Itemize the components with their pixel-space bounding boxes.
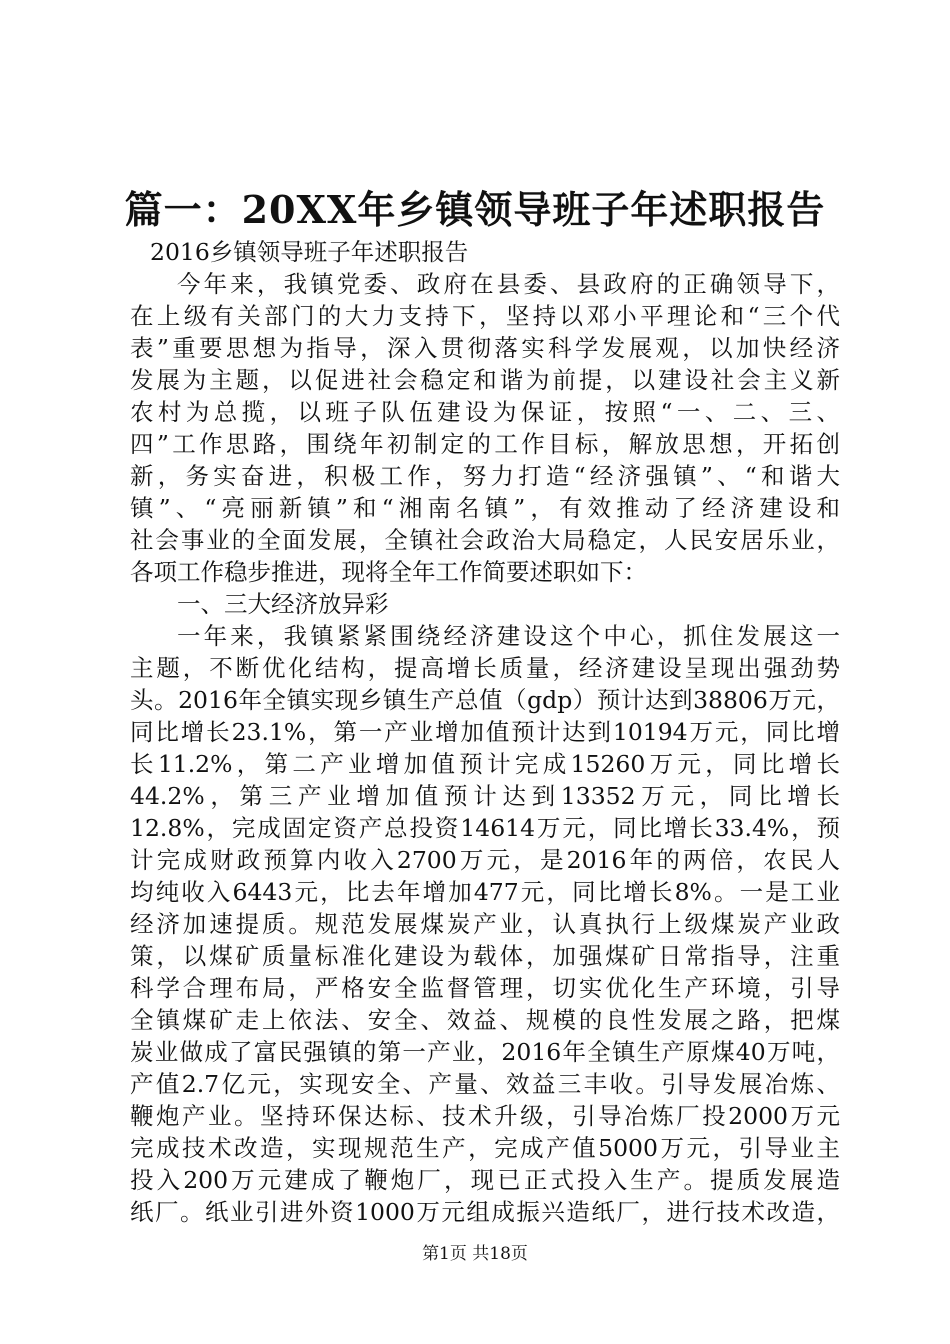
section-heading: 一、三大经济放异彩 [177,590,389,618]
page-number: 第1页 共18页 [422,1244,528,1264]
paragraph-line: 完成技术改造，实现规范生产，完成产值5000万元，引导业主 [130,1134,840,1162]
paragraph-line: 在上级有关部门的大力支持下，坚持以邓小平理论和“三个代 [130,302,840,330]
paragraph-line: 主题，不断优化结构，提高增长质量，经济建设呈现出强劲势 [130,654,840,682]
paragraph-line: 头。2016年全镇实现乡镇生产总值（gdp）预计达到38806万元， [130,686,840,714]
paragraph-line: 全镇煤矿走上依法、安全、效益、规模的良性发展之路，把煤 [130,1006,840,1034]
paragraph-line: 炭业做成了富民强镇的第一产业，2016年全镇生产原煤40万吨， [130,1038,840,1066]
paragraph-line: 同比增长23.1%，第一产业增加值预计达到10194万元，同比增 [130,718,840,746]
paragraph-line: 农村为总揽，以班子队伍建设为保证，按照“一、二、三、 [130,398,840,426]
document-subtitle: 2016乡镇领导班子年述职报告 [150,238,469,266]
paragraph-line: 长11.2%，第二产业增加值预计完成15260万元，同比增长 [130,750,840,778]
paragraph-line: 44.2%，第三产业增加值预计达到13352万元，同比增长 [130,782,840,810]
paragraph-line: 科学合理布局，严格安全监督管理，切实优化生产环境，引导 [130,974,840,1002]
paragraph-line: 一年来，我镇紧紧围绕经济建设这个中心，抓住发展这一 [177,622,840,650]
paragraph-line: 投入200万元建成了鞭炮厂，现已正式投入生产。提质发展造 [130,1166,840,1194]
paragraph-line: 产值2.7亿元，实现安全、产量、效益三丰收。引导发展冶炼、 [130,1070,840,1098]
paragraph-line: 12.8%，完成固定资产总投资14614万元，同比增长33.4%，预 [130,814,840,842]
paragraph-line: 四”工作思路，围绕年初制定的工作目标，解放思想，开拓创 [130,430,840,458]
paragraph-line: 新，务实奋进，积极工作，努力打造“经济强镇”、“和谐大 [130,462,840,490]
paragraph-line: 鞭炮产业。坚持环保达标、技术升级，引导冶炼厂投2000万元 [130,1102,840,1130]
paragraph-line: 均纯收入6443元，比去年增加477元，同比增长8%。一是工业 [130,878,840,906]
paragraph-line: 计完成财政预算内收入2700万元，是2016年的两倍，农民人 [130,846,840,874]
paragraph-line: 发展为主题，以促进社会稳定和谐为前提，以建设社会主义新 [130,366,840,394]
paragraph-line: 社会事业的全面发展，全镇社会政治大局稳定，人民安居乐业， [130,526,840,554]
paragraph-line: 镇”、“亮丽新镇”和“湘南名镇”，有效推动了经济建设和 [130,494,840,522]
document-body [130,236,840,1228]
paragraph-line: 策，以煤矿质量标准化建设为载体，加强煤矿日常指导，注重 [130,942,840,970]
document-title: 篇一：20XX年乡镇领导班子年述职报告 [124,187,826,232]
paragraph-line: 纸厂。纸业引进外资1000万元组成振兴造纸厂，进行技术改造， [130,1198,840,1226]
paragraph-line: 各项工作稳步推进，现将全年工作简要述职如下： [130,558,647,586]
paragraph-line: 经济加速提质。规范发展煤炭产业，认真执行上级煤炭产业政 [130,910,840,938]
paragraph-line: 表”重要思想为指导，深入贯彻落实科学发展观，以加快经济 [130,334,840,362]
paragraph-line: 今年来，我镇党委、政府在县委、县政府的正确领导下， [177,270,840,298]
